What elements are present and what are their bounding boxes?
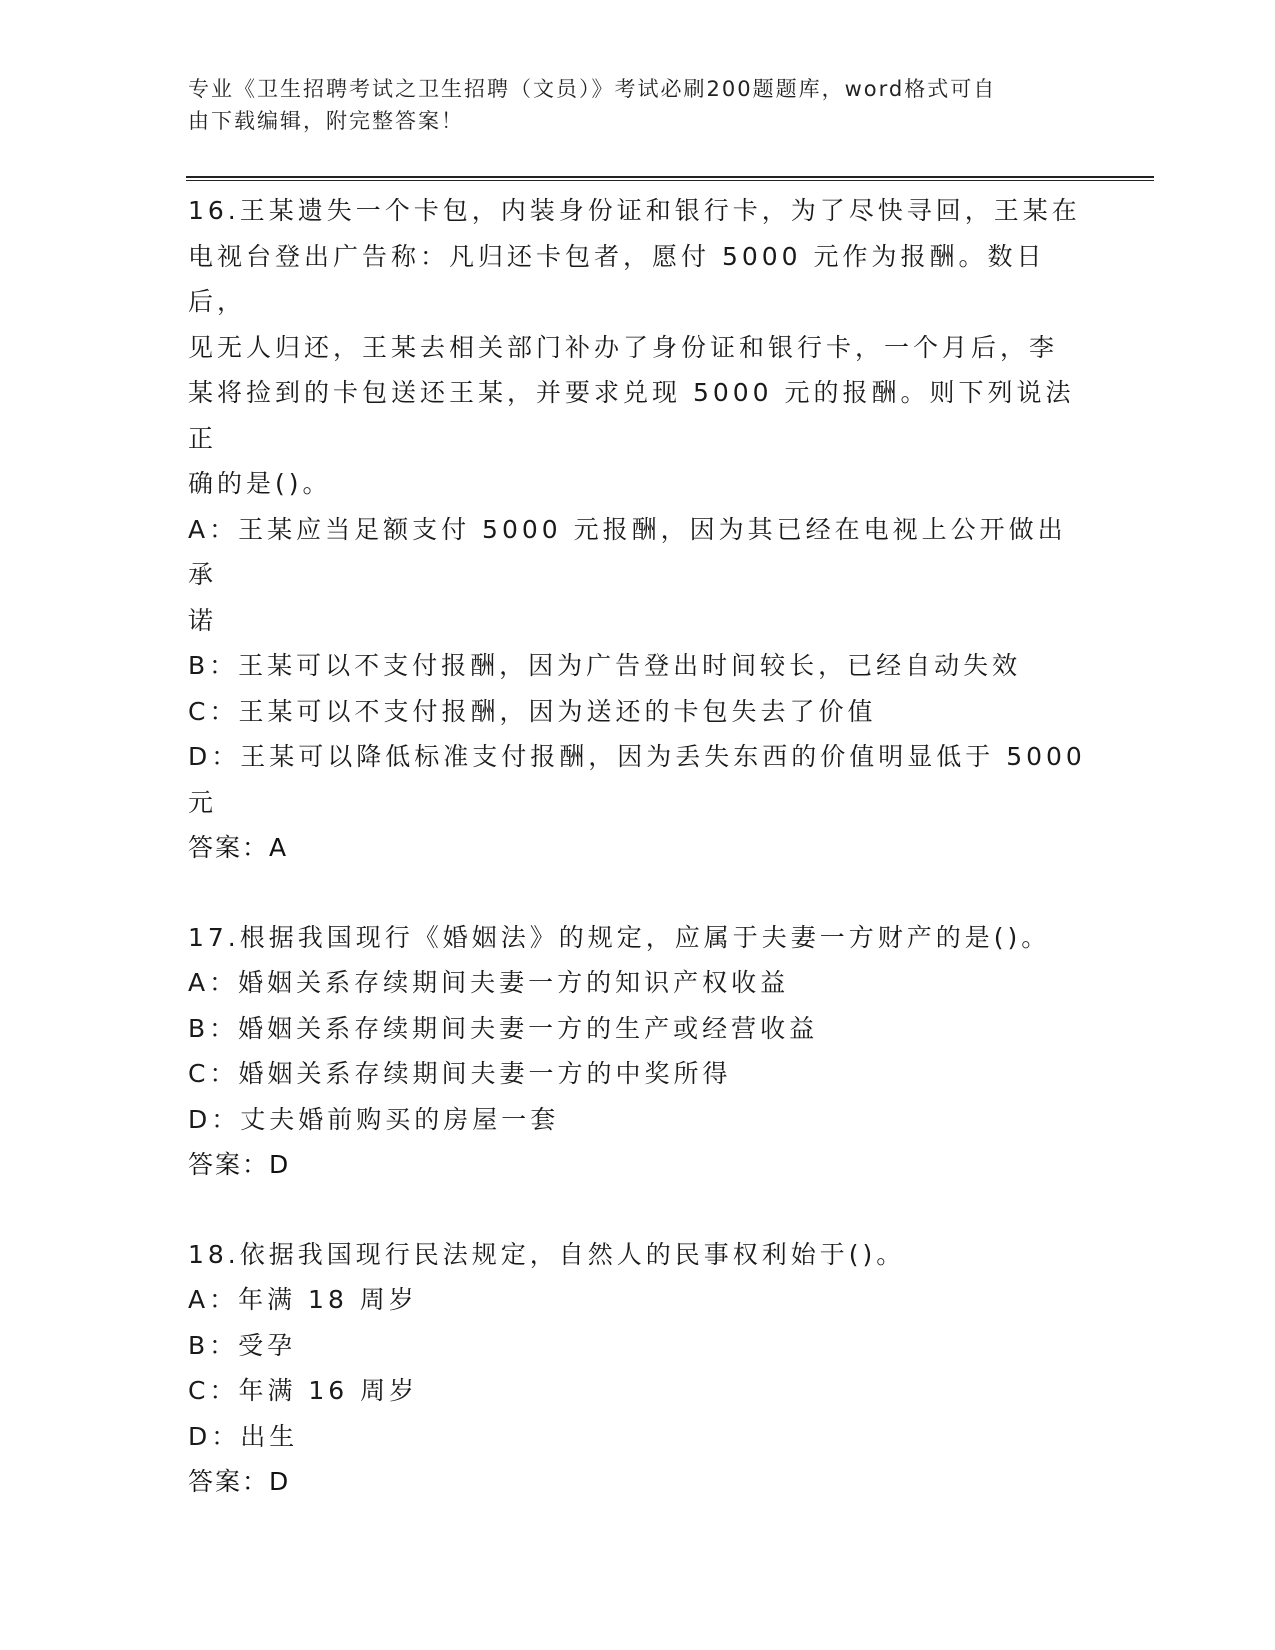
answer-label: 答案：D [188,1467,291,1496]
option-a: A：王某应当足额支付 5000 元报酬，因为其已经在电视上公开做出承 [188,514,1067,589]
option-d: D：丈夫婚前购买的房屋一套 [188,1104,560,1134]
option-a-continued: 诺 [188,605,218,635]
option-d: D：王某可以降低标准支付报酬，因为丢失东西的价值明显低于 5000 [188,742,1086,771]
question-stem-line: 某将捡到的卡包送还王某，并要求兑现 5000 元的报酬。则下列说法正 [188,378,1075,453]
question-17 [188,915,1088,1188]
option-b: B：受孕 [188,1330,297,1360]
question-18 [188,1232,1088,1505]
option-c: C：婚姻关系存续期间夫妻一方的中奖所得 [188,1059,732,1088]
header-line-2: 由下载编辑，附完整答案！ [188,109,464,133]
answer-label: 答案：D [188,1150,291,1179]
header-line-1: 专业《卫生招聘考试之卫生招聘（文员）》考试必刷200题题库，word格式可自 [188,77,997,101]
question-stem-line: 见无人归还，王某去相关部门补办了身份证和银行卡，一个月后，李 [188,332,1059,362]
header-divider [186,176,1154,181]
question-stem-line: 18.依据我国现行民法规定，自然人的民事权利始于()。 [188,1239,906,1269]
option-c: C：年满 16 周岁 [188,1376,419,1405]
questions-list [188,188,1088,1549]
question-stem-line: 确的是()。 [188,469,332,498]
option-c: C：王某可以不支付报酬，因为送还的卡包失去了价值 [188,696,877,726]
option-b: B：王某可以不支付报酬，因为广告登出时间较长，已经自动失效 [188,651,1022,680]
question-stem-line: 电视台登出广告称：凡归还卡包者，愿付 5000 元作为报酬。数日后， [188,241,1046,316]
answer-label: 答案：A [188,833,289,862]
question-stem-line: 17.根据我国现行《婚姻法》的规定，应属于夫妻一方财产的是()。 [188,922,1051,952]
document-header [188,73,1068,137]
option-a: A：年满 18 周岁 [188,1285,418,1314]
question-16 [188,188,1088,871]
question-stem-line: 16.王某遗失一个卡包，内装身份证和银行卡，为了尽快寻回，王某在 [188,196,1081,225]
option-d: D：出生 [188,1421,299,1451]
option-a: A：婚姻关系存续期间夫妻一方的知识产权收益 [188,968,790,997]
option-d-continued: 元 [188,787,218,817]
option-b: B：婚姻关系存续期间夫妻一方的生产或经营收益 [188,1013,819,1043]
